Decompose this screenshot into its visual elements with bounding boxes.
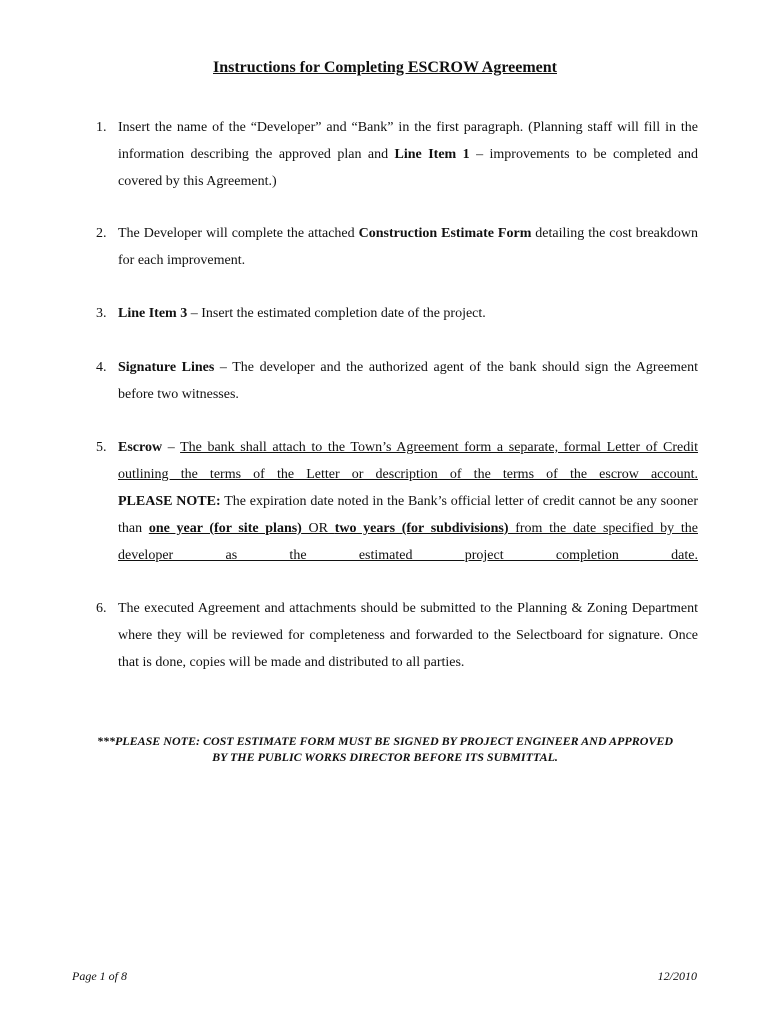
item-number: 4. [96,360,107,375]
note-line-2: BY THE PUBLIC WORKS DIRECTOR BEFORE ITS SUBMITTAL. [212,750,558,764]
item-text: The Developer will complete the attached Construction Estimate Form detailing the cost breakdown for each improvement. [118,226,698,268]
escrow-label: Escrow [118,440,163,455]
item-text: Signature Lines – The developer and the authorized agent of the bank should sign the Agreement before two witnesses. [118,360,698,402]
item-text: Insert the name of the “Developer” and “Bank” in the first paragraph. (Planning staff will fill in the information describing the approved plan and Line Item 1 – improvements to be completed and covered by this Agreement.) [118,120,698,189]
line-item-3-label: Line Item 3 [118,306,188,321]
item-number: 2. [96,226,107,241]
item-number: 1. [96,120,107,135]
note-line-1: ***PLEASE NOTE: COST ESTIMATE FORM MUST BE SIGNED BY PROJECT ENGINEER AND APPROVED [96,734,674,748]
item-number: 3. [96,306,107,321]
item-text: Line Item 3 – Insert the estimated completion date of the project. [118,306,486,321]
cost-estimate-note [60,733,710,765]
revision-date: 12/2010 [657,969,697,983]
item-number: 5. [96,440,107,455]
item-number: 6. [96,601,107,616]
page-number: Page 1 of 8 [72,969,127,983]
signature-lines-label: Signature Lines [118,360,215,375]
item-text: Escrow – The bank shall attach to the Town’s Agreement form a separate, formal Letter of Credit outlining the terms of the Letter or description of the terms of the escrow account. PLEASE NOTE: The expiration date noted in the Bank’s official letter of credit cannot be any sooner than one year (for site plans) OR two years (for subdivisions) from the date specified by the developer as the estimated project completion date. [118,440,699,563]
item-text: The executed Agreement and attachments should be submitted to the Planning & Zoning Department where they will be reviewed for completeness and forwarded to the Selectboard for signature. Once that is done, copies will be made and distributed to all parties. [118,601,698,670]
please-note-label: PLEASE NOTE: [118,494,221,509]
line-item-1-label: Line Item 1 [394,147,470,162]
document-title: Instructions for Completing ESCROW Agreement [213,59,557,76]
construction-estimate-form-label: Construction Estimate Form [358,226,532,241]
